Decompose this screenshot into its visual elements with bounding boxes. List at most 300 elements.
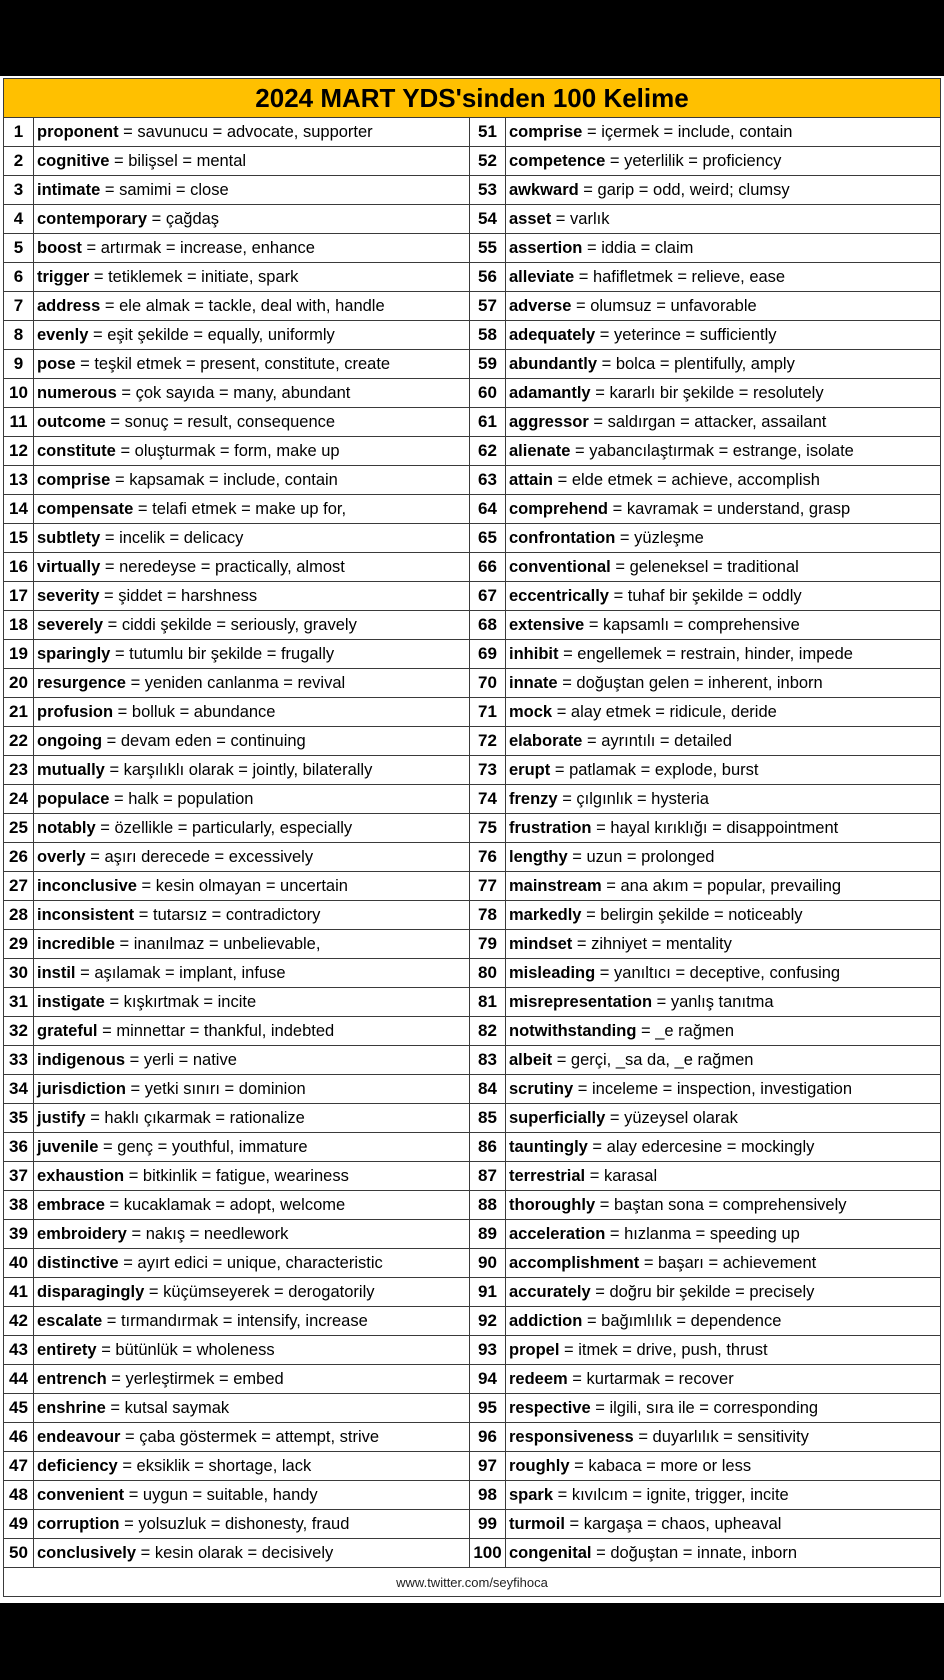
word-number-left: 26 xyxy=(4,843,34,872)
word-entry-left xyxy=(34,1307,470,1336)
english-word: distinctive xyxy=(37,1253,119,1272)
word-definition: = şiddet = harshness xyxy=(103,586,258,605)
word-number-right: 59 xyxy=(470,350,506,379)
word-definition: = ciddi şekilde = seriously, gravely xyxy=(107,615,357,634)
word-entry-left xyxy=(34,1104,470,1133)
word-definition: = belirgin şekilde = noticeably xyxy=(586,905,803,924)
footer-row xyxy=(4,1568,941,1597)
english-word: inhibit xyxy=(509,644,559,663)
word-entry-right xyxy=(506,1278,941,1307)
word-number-right: 75 xyxy=(470,814,506,843)
word-entry-left xyxy=(34,727,470,756)
table-row xyxy=(4,1162,941,1191)
word-definition: = yabancılaştırmak = estrange, isolate xyxy=(575,441,854,460)
english-word: exhaustion xyxy=(37,1166,125,1185)
word-definition: = bolluk = abundance xyxy=(117,702,276,721)
english-word: cognitive xyxy=(37,151,110,170)
word-number-right: 64 xyxy=(470,495,506,524)
word-definition: = karşılıklı olarak = jointly, bilaterally xyxy=(109,760,373,779)
word-number-left: 37 xyxy=(4,1162,34,1191)
word-number-left: 42 xyxy=(4,1307,34,1336)
table-row xyxy=(4,466,941,495)
word-entry-left xyxy=(34,1423,470,1452)
word-entry-right xyxy=(506,930,941,959)
word-definition: = nakış = needlework xyxy=(131,1224,289,1243)
english-word: justify xyxy=(37,1108,86,1127)
word-definition: = artırmak = increase, enhance xyxy=(86,238,315,257)
word-definition: = eksiklik = shortage, lack xyxy=(122,1456,312,1475)
table-row xyxy=(4,843,941,872)
english-word: alleviate xyxy=(509,267,575,286)
table-row xyxy=(4,1481,941,1510)
word-number-right: 90 xyxy=(470,1249,506,1278)
word-definition: = neredeyse = practically, almost xyxy=(104,557,345,576)
word-definition: = tetiklemek = initiate, spark xyxy=(93,267,299,286)
english-word: extensive xyxy=(509,615,585,634)
word-definition: = ele almak = tackle, deal with, handle xyxy=(104,296,385,315)
word-entry-right xyxy=(506,1423,941,1452)
word-number-left: 35 xyxy=(4,1104,34,1133)
word-definition: = tutumlu bir şekilde = frugally xyxy=(114,644,335,663)
word-entry-right xyxy=(506,1365,941,1394)
word-definition: = inanılmaz = unbelievable, xyxy=(119,934,321,953)
english-word: contemporary xyxy=(37,209,148,228)
word-number-right: 80 xyxy=(470,959,506,988)
word-definition: = kurtarmak = recover xyxy=(572,1369,734,1388)
english-word: profusion xyxy=(37,702,114,721)
english-word: entrench xyxy=(37,1369,107,1388)
word-definition: = varlık xyxy=(555,209,610,228)
word-definition: = yanlış tanıtma xyxy=(656,992,774,1011)
word-definition: = yolsuzluk = dishonesty, fraud xyxy=(124,1514,350,1533)
table-row xyxy=(4,176,941,205)
word-definition: = teşkil etmek = present, constitute, create xyxy=(80,354,391,373)
word-entry-left xyxy=(34,582,470,611)
table-row xyxy=(4,1133,941,1162)
word-number-left: 33 xyxy=(4,1046,34,1075)
word-entry-left xyxy=(34,611,470,640)
english-word: terrestrial xyxy=(509,1166,586,1185)
word-number-right: 62 xyxy=(470,437,506,466)
word-number-right: 70 xyxy=(470,669,506,698)
word-definition: = engellemek = restrain, hinder, impede xyxy=(563,644,853,663)
english-word: boost xyxy=(37,238,82,257)
word-entry-right xyxy=(506,582,941,611)
word-definition: = başarı = achievement xyxy=(643,1253,817,1272)
english-word: lengthy xyxy=(509,847,568,866)
word-number-right: 93 xyxy=(470,1336,506,1365)
word-number-right: 69 xyxy=(470,640,506,669)
word-number-left: 40 xyxy=(4,1249,34,1278)
word-entry-left xyxy=(34,1133,470,1162)
word-definition: = çok sayıda = many, abundant xyxy=(121,383,351,402)
word-entry-left xyxy=(34,147,470,176)
table-row xyxy=(4,611,941,640)
vocabulary-table xyxy=(3,78,941,1597)
word-entry-right xyxy=(506,901,941,930)
english-word: trigger xyxy=(37,267,90,286)
word-number-left: 3 xyxy=(4,176,34,205)
word-definition: = doğuştan gelen = inherent, inborn xyxy=(562,673,823,692)
english-word: severity xyxy=(37,586,100,605)
table-row xyxy=(4,1510,941,1539)
word-definition: = uygun = suitable, handy xyxy=(128,1485,318,1504)
word-number-right: 87 xyxy=(470,1162,506,1191)
word-number-left: 50 xyxy=(4,1539,34,1568)
word-definition: = incelik = delicacy xyxy=(104,528,244,547)
word-entry-right xyxy=(506,1452,941,1481)
word-entry-left xyxy=(34,1046,470,1075)
word-entry-right xyxy=(506,1220,941,1249)
english-word: intimate xyxy=(37,180,101,199)
word-number-left: 34 xyxy=(4,1075,34,1104)
table-row xyxy=(4,1249,941,1278)
word-definition: = oluşturmak = form, make up xyxy=(120,441,340,460)
english-word: attain xyxy=(509,470,554,489)
word-entry-right xyxy=(506,524,941,553)
english-word: spark xyxy=(509,1485,554,1504)
word-definition: = savunucu = advocate, supporter xyxy=(123,122,373,141)
word-number-right: 99 xyxy=(470,1510,506,1539)
english-word: competence xyxy=(509,151,606,170)
english-word: mainstream xyxy=(509,876,602,895)
word-entry-left xyxy=(34,466,470,495)
english-word: acceleration xyxy=(509,1224,606,1243)
word-definition: = kapsamlı = comprehensive xyxy=(588,615,800,634)
word-number-right: 85 xyxy=(470,1104,506,1133)
word-number-left: 16 xyxy=(4,553,34,582)
word-number-right: 56 xyxy=(470,263,506,292)
word-definition: = iddia = claim xyxy=(586,238,694,257)
english-word: ongoing xyxy=(37,731,103,750)
word-definition: = küçümseyerek = derogatorily xyxy=(148,1282,375,1301)
word-entry-left xyxy=(34,959,470,988)
word-number-right: 67 xyxy=(470,582,506,611)
table-row xyxy=(4,263,941,292)
table-row xyxy=(4,1278,941,1307)
english-word: misleading xyxy=(509,963,596,982)
word-definition: = doğru bir şekilde = precisely xyxy=(595,1282,815,1301)
word-entry-left xyxy=(34,756,470,785)
english-word: pose xyxy=(37,354,76,373)
english-word: alienate xyxy=(509,441,571,460)
word-number-right: 77 xyxy=(470,872,506,901)
word-number-left: 5 xyxy=(4,234,34,263)
word-number-left: 39 xyxy=(4,1220,34,1249)
word-entry-left xyxy=(34,1394,470,1423)
word-number-right: 82 xyxy=(470,1017,506,1046)
word-definition: = aşılamak = implant, infuse xyxy=(80,963,286,982)
table-row xyxy=(4,408,941,437)
word-definition: = elde etmek = achieve, accomplish xyxy=(557,470,820,489)
table-row xyxy=(4,901,941,930)
english-word: propel xyxy=(509,1340,560,1359)
english-word: frenzy xyxy=(509,789,558,808)
word-number-left: 28 xyxy=(4,901,34,930)
word-number-right: 66 xyxy=(470,553,506,582)
word-definition: = yüzeysel olarak xyxy=(609,1108,738,1127)
english-word: virtually xyxy=(37,557,101,576)
word-number-left: 38 xyxy=(4,1191,34,1220)
word-entry-left xyxy=(34,1075,470,1104)
word-number-right: 97 xyxy=(470,1452,506,1481)
word-entry-left xyxy=(34,669,470,698)
english-word: mock xyxy=(509,702,553,721)
english-word: tauntingly xyxy=(509,1137,588,1156)
english-word: frustration xyxy=(509,818,592,837)
word-entry-left xyxy=(34,1452,470,1481)
word-definition: = çaba göstermek = attempt, strive xyxy=(125,1427,380,1446)
word-number-right: 65 xyxy=(470,524,506,553)
english-word: severely xyxy=(37,615,104,634)
word-number-left: 9 xyxy=(4,350,34,379)
word-definition: = telafi etmek = make up for, xyxy=(137,499,347,518)
word-definition: = tutarsız = contradictory xyxy=(138,905,321,924)
word-definition: = bitkinlik = fatigue, weariness xyxy=(128,1166,349,1185)
english-word: embroidery xyxy=(37,1224,127,1243)
table-row xyxy=(4,1220,941,1249)
word-definition: = itmek = drive, push, thrust xyxy=(564,1340,768,1359)
table-row xyxy=(4,1452,941,1481)
word-definition: = yerli = native xyxy=(129,1050,237,1069)
word-definition: = bütünlük = wholeness xyxy=(101,1340,275,1359)
english-word: corruption xyxy=(37,1514,120,1533)
word-definition: = gerçi, _sa da, _e rağmen xyxy=(556,1050,754,1069)
word-number-left: 44 xyxy=(4,1365,34,1394)
word-number-right: 63 xyxy=(470,466,506,495)
word-number-right: 95 xyxy=(470,1394,506,1423)
word-definition: = kucaklamak = adopt, welcome xyxy=(109,1195,346,1214)
word-number-left: 17 xyxy=(4,582,34,611)
word-number-left: 45 xyxy=(4,1394,34,1423)
word-number-left: 43 xyxy=(4,1336,34,1365)
table-row xyxy=(4,1307,941,1336)
table-row xyxy=(4,582,941,611)
word-number-left: 49 xyxy=(4,1510,34,1539)
word-entry-right xyxy=(506,176,941,205)
english-word: sparingly xyxy=(37,644,111,663)
word-number-left: 46 xyxy=(4,1423,34,1452)
word-number-right: 98 xyxy=(470,1481,506,1510)
word-number-left: 48 xyxy=(4,1481,34,1510)
word-definition: = ana akım = popular, prevailing xyxy=(606,876,842,895)
english-word: abundantly xyxy=(509,354,598,373)
word-entry-left xyxy=(34,234,470,263)
english-word: compensate xyxy=(37,499,134,518)
word-definition: = kesin olmayan = uncertain xyxy=(141,876,348,895)
word-entry-right xyxy=(506,350,941,379)
vocabulary-sheet xyxy=(0,76,944,1603)
word-definition: = hafifletmek = relieve, ease xyxy=(578,267,786,286)
word-definition: = özellikle = particularly, especially xyxy=(100,818,353,837)
word-entry-right xyxy=(506,466,941,495)
table-row xyxy=(4,930,941,959)
word-number-left: 31 xyxy=(4,988,34,1017)
english-word: thoroughly xyxy=(509,1195,596,1214)
word-entry-left xyxy=(34,1278,470,1307)
word-entry-right xyxy=(506,379,941,408)
word-definition: = _e rağmen xyxy=(641,1021,735,1040)
word-number-left: 4 xyxy=(4,205,34,234)
english-word: responsiveness xyxy=(509,1427,634,1446)
table-row xyxy=(4,553,941,582)
table-row xyxy=(4,872,941,901)
word-entry-right xyxy=(506,553,941,582)
word-definition: = kabaca = more or less xyxy=(574,1456,752,1475)
word-entry-left xyxy=(34,843,470,872)
english-word: asset xyxy=(509,209,552,228)
word-definition: = çağdaş xyxy=(151,209,220,228)
english-word: entirety xyxy=(37,1340,97,1359)
table-row xyxy=(4,118,941,147)
word-definition: = sonuç = result, consequence xyxy=(110,412,336,431)
table-row xyxy=(4,379,941,408)
word-definition: = yeterince = sufficiently xyxy=(599,325,777,344)
word-entry-left xyxy=(34,814,470,843)
word-number-right: 74 xyxy=(470,785,506,814)
word-number-left: 14 xyxy=(4,495,34,524)
word-definition: = bağımlılık = dependence xyxy=(586,1311,782,1330)
word-definition: = samimi = close xyxy=(104,180,229,199)
word-entry-right xyxy=(506,292,941,321)
word-entry-left xyxy=(34,524,470,553)
table-row xyxy=(4,1539,941,1568)
word-number-left: 2 xyxy=(4,147,34,176)
word-entry-left xyxy=(34,321,470,350)
word-entry-right xyxy=(506,1017,941,1046)
english-word: disparagingly xyxy=(37,1282,145,1301)
table-row xyxy=(4,988,941,1017)
english-word: incredible xyxy=(37,934,115,953)
table-row xyxy=(4,814,941,843)
word-number-right: 55 xyxy=(470,234,506,263)
word-entry-right xyxy=(506,1307,941,1336)
word-entry-left xyxy=(34,1249,470,1278)
word-entry-right xyxy=(506,756,941,785)
english-word: outcome xyxy=(37,412,106,431)
word-definition: = yerleştirmek = embed xyxy=(111,1369,284,1388)
word-entry-right xyxy=(506,1075,941,1104)
word-entry-right xyxy=(506,118,941,147)
word-definition: = tuhaf bir şekilde = oddly xyxy=(613,586,802,605)
english-word: conventional xyxy=(509,557,611,576)
english-word: instigate xyxy=(37,992,105,1011)
word-number-right: 78 xyxy=(470,901,506,930)
word-definition: = garip = odd, weird; clumsy xyxy=(583,180,790,199)
table-row xyxy=(4,669,941,698)
english-word: constitute xyxy=(37,441,116,460)
word-entry-right xyxy=(506,640,941,669)
page-title: 2024 MART YDS'sinden 100 Kelime xyxy=(4,79,941,118)
english-word: evenly xyxy=(37,325,89,344)
word-entry-left xyxy=(34,1191,470,1220)
word-number-right: 88 xyxy=(470,1191,506,1220)
word-entry-left xyxy=(34,292,470,321)
word-entry-right xyxy=(506,988,941,1017)
word-number-left: 25 xyxy=(4,814,34,843)
word-number-left: 11 xyxy=(4,408,34,437)
word-entry-left xyxy=(34,176,470,205)
english-word: mutually xyxy=(37,760,105,779)
table-row xyxy=(4,524,941,553)
english-word: adequately xyxy=(509,325,596,344)
word-number-left: 24 xyxy=(4,785,34,814)
table-row xyxy=(4,1394,941,1423)
word-entry-right xyxy=(506,1510,941,1539)
word-entry-left xyxy=(34,1539,470,1568)
word-definition: = kargaşa = chaos, upheaval xyxy=(569,1514,782,1533)
english-word: eccentrically xyxy=(509,586,609,605)
word-entry-left xyxy=(34,872,470,901)
english-word: convenient xyxy=(37,1485,125,1504)
word-entry-left xyxy=(34,1162,470,1191)
word-number-left: 8 xyxy=(4,321,34,350)
word-definition: = içermek = include, contain xyxy=(586,122,793,141)
word-number-right: 92 xyxy=(470,1307,506,1336)
table-row xyxy=(4,698,941,727)
word-entry-right xyxy=(506,611,941,640)
english-word: accomplishment xyxy=(509,1253,640,1272)
english-word: notwithstanding xyxy=(509,1021,637,1040)
word-number-left: 7 xyxy=(4,292,34,321)
word-definition: = alay edercesine = mockingly xyxy=(592,1137,815,1156)
english-word: numerous xyxy=(37,383,117,402)
word-number-left: 6 xyxy=(4,263,34,292)
word-definition: = kapsamak = include, contain xyxy=(114,470,338,489)
word-entry-right xyxy=(506,263,941,292)
word-definition: = geleneksel = traditional xyxy=(615,557,799,576)
english-word: proponent xyxy=(37,122,119,141)
word-definition: = olumsuz = unfavorable xyxy=(575,296,757,315)
word-definition: = kıvılcım = ignite, trigger, incite xyxy=(557,1485,789,1504)
table-row xyxy=(4,1046,941,1075)
english-word: endeavour xyxy=(37,1427,121,1446)
word-definition: = çılgınlık = hysteria xyxy=(562,789,709,808)
word-number-right: 52 xyxy=(470,147,506,176)
word-entry-left xyxy=(34,1481,470,1510)
word-entry-left xyxy=(34,205,470,234)
word-definition: = kutsal saymak xyxy=(110,1398,230,1417)
english-word: accurately xyxy=(509,1282,591,1301)
word-entry-right xyxy=(506,1162,941,1191)
table-row xyxy=(4,1017,941,1046)
english-word: notably xyxy=(37,818,96,837)
table-row xyxy=(4,1423,941,1452)
word-entry-right xyxy=(506,234,941,263)
word-entry-right xyxy=(506,1394,941,1423)
word-entry-right xyxy=(506,495,941,524)
word-entry-right xyxy=(506,205,941,234)
english-word: overly xyxy=(37,847,86,866)
word-number-right: 84 xyxy=(470,1075,506,1104)
word-number-right: 91 xyxy=(470,1278,506,1307)
word-definition: = karasal xyxy=(589,1166,658,1185)
english-word: inconsistent xyxy=(37,905,135,924)
word-entry-right xyxy=(506,1104,941,1133)
word-definition: = genç = youthful, immature xyxy=(103,1137,308,1156)
word-number-left: 41 xyxy=(4,1278,34,1307)
word-definition: = duyarlılık = sensitivity xyxy=(638,1427,809,1446)
word-definition: = tırmandırmak = intensify, increase xyxy=(106,1311,368,1330)
english-word: comprise xyxy=(509,122,583,141)
word-entry-left xyxy=(34,263,470,292)
english-word: redeem xyxy=(509,1369,568,1388)
word-definition: = eşit şekilde = equally, uniformly xyxy=(92,325,335,344)
word-number-left: 29 xyxy=(4,930,34,959)
word-entry-right xyxy=(506,1336,941,1365)
word-entry-left xyxy=(34,640,470,669)
table-row xyxy=(4,292,941,321)
